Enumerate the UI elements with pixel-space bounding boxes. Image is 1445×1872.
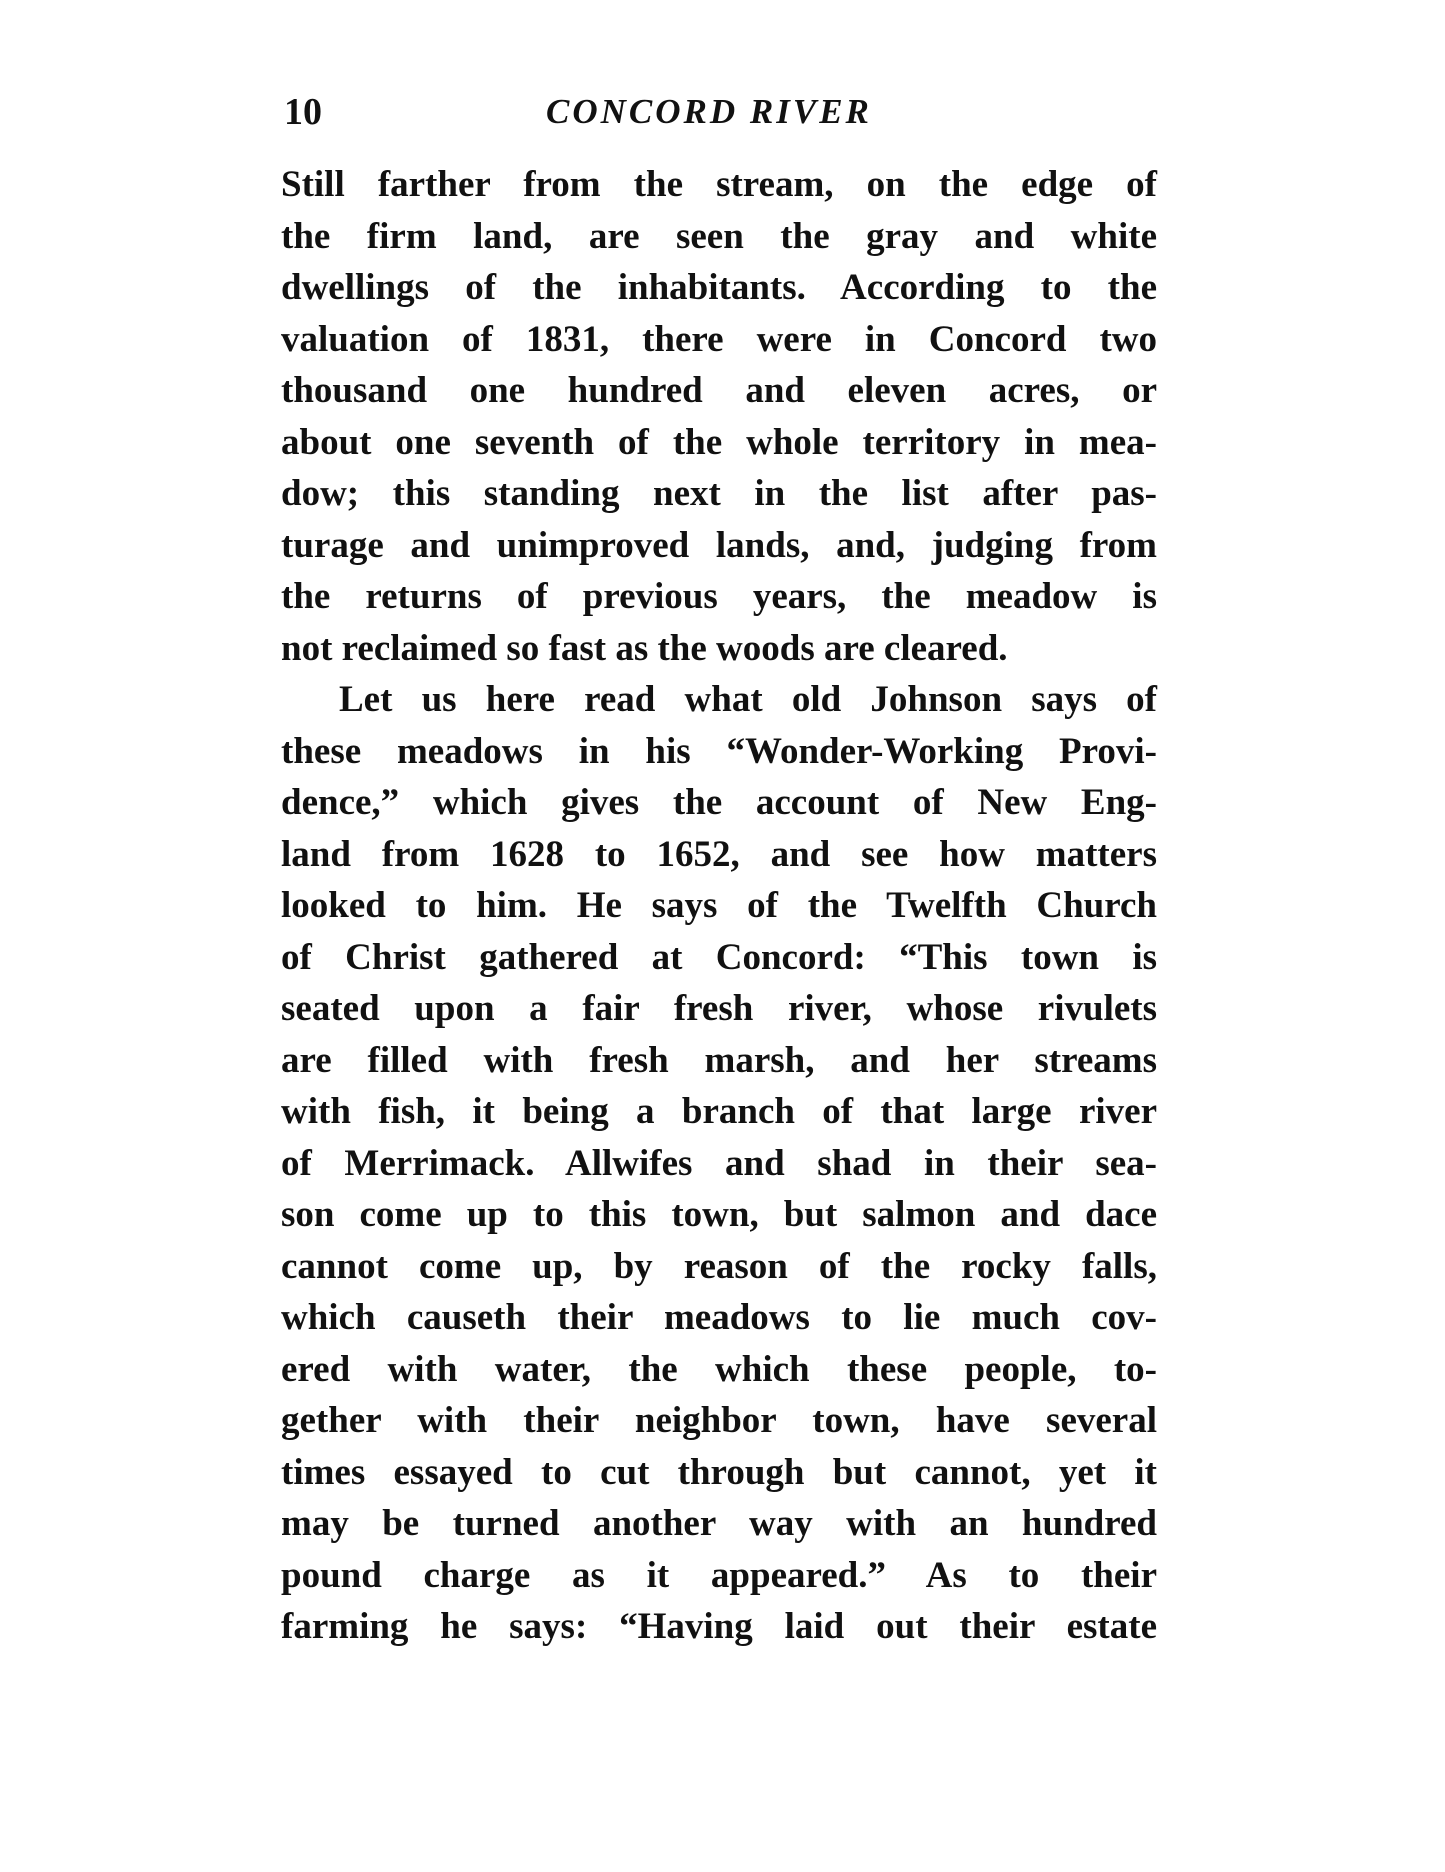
text-line: about one seventh of the whole territory in mea- (281, 421, 1157, 463)
text-line: Let us here read what old Johnson says of (339, 679, 1157, 720)
text-line: land from 1628 to 1652, and see how matters (281, 833, 1157, 875)
text-line: gether with their neighbor town, have several (281, 1400, 1157, 1441)
text-line: turage and unimproved lands, and, judging from (281, 524, 1157, 566)
text-line: not reclaimed so fast as the woods are cleared. (281, 627, 1008, 669)
page-number: 10 (284, 91, 322, 133)
text-line: Still farther from the stream, on the edge of (281, 164, 1157, 205)
text-line: farming he says: “Having laid out their estate (281, 1606, 1157, 1647)
text-line: thousand one hundred and eleven acres, or (281, 370, 1157, 411)
text-line: valuation of 1831, there were in Concord two (281, 318, 1157, 360)
text-line: son come up to this town, but salmon and dace (281, 1194, 1157, 1235)
text-line: these meadows in his “Wonder-Working Provi- (281, 730, 1157, 772)
text-line: are filled with fresh marsh, and her streams (281, 1039, 1157, 1081)
running-title: CONCORD RIVER (546, 92, 872, 131)
text-line: times essayed to cut through but cannot, yet it (281, 1451, 1157, 1493)
text-line: cannot come up, by reason of the rocky falls, (281, 1245, 1157, 1287)
paragraph-1 (281, 159, 1157, 674)
text-line: with fish, it being a branch of that large river (281, 1091, 1157, 1132)
text-line: looked to him. He says of the Twelfth Church (281, 885, 1157, 926)
text-line: the firm land, are seen the gray and white (281, 215, 1157, 257)
text-line: dwellings of the inhabitants. According to the (281, 267, 1157, 308)
text-line: seated upon a fair fresh river, whose rivulets (281, 988, 1157, 1029)
paragraph-2 (281, 674, 1157, 1653)
text-line: dence,” which gives the account of New Eng- (281, 782, 1157, 823)
text-line: pound charge as it appeared.” As to their (281, 1554, 1157, 1596)
text-line: of Christ gathered at Concord: “This town is (281, 936, 1157, 978)
running-head (284, 82, 1156, 142)
text-line: which causeth their meadows to lie much cov- (281, 1297, 1157, 1338)
text-line: ered with water, the which these people, to- (281, 1348, 1157, 1390)
text-line: of Merrimack. Allwifes and shad in their sea- (281, 1142, 1157, 1184)
body-text (281, 159, 1157, 1653)
text-line: the returns of previous years, the meadow is (281, 576, 1157, 617)
text-line: may be turned another way with an hundred (281, 1503, 1157, 1544)
text-line: dow; this standing next in the list after pas- (281, 473, 1157, 514)
